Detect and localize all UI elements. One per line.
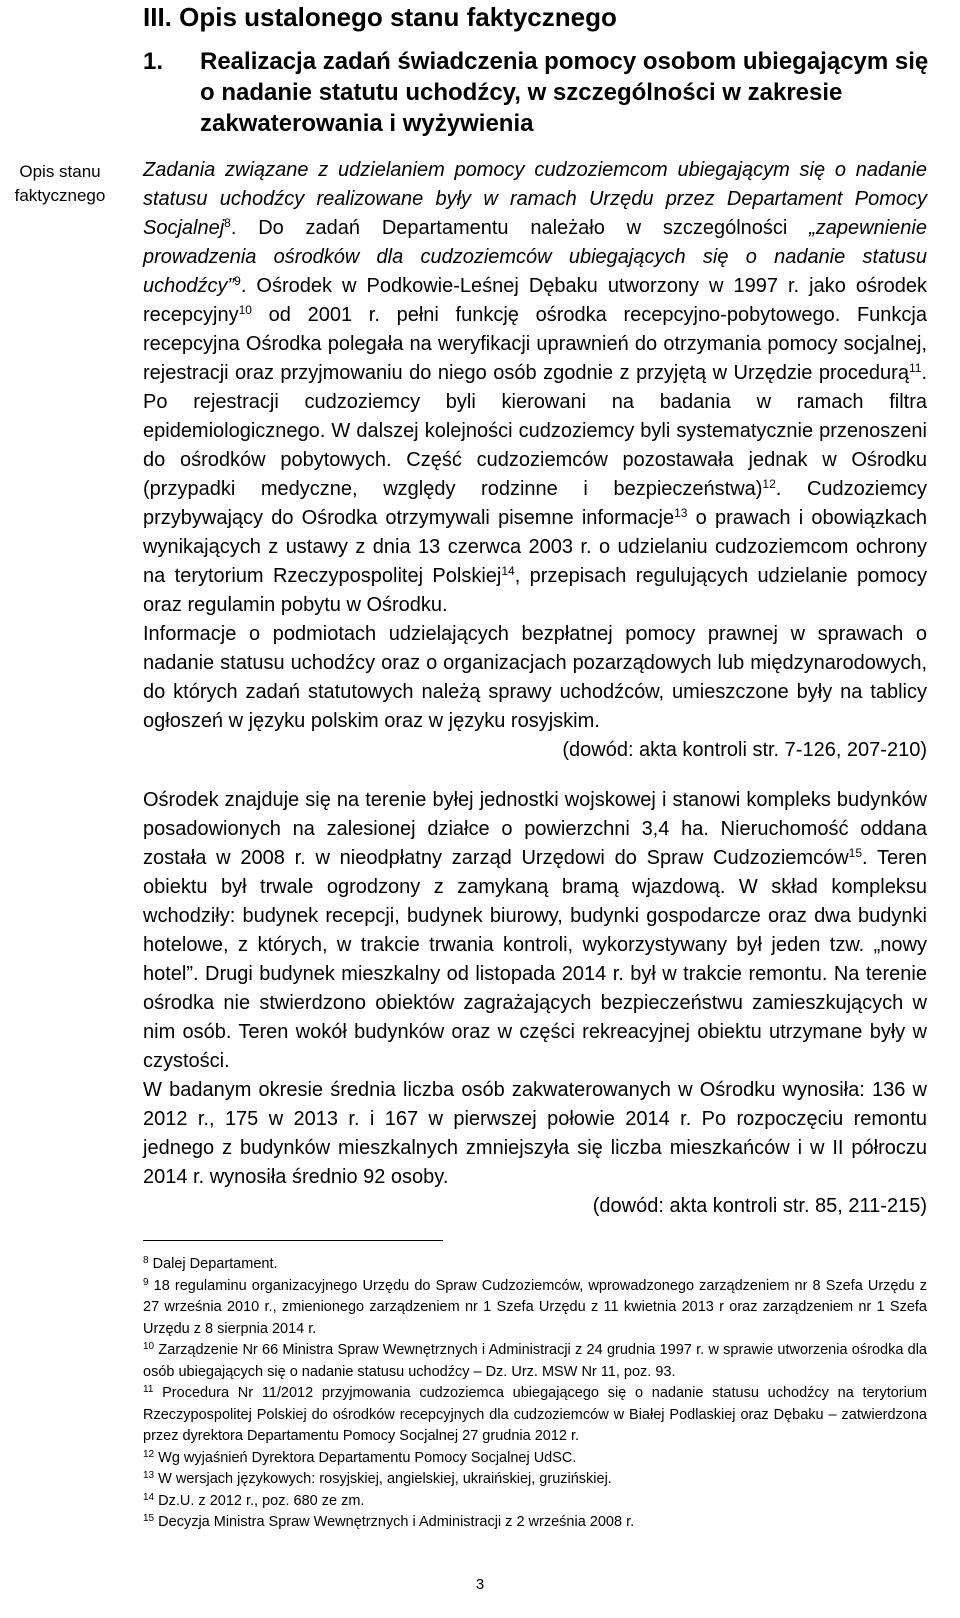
paragraph-1-text: od 2001 r. pełni funkcję ośrodka recepcyjno-pobytowego. Funkcja recepcyjna Ośrodka polegała na weryfikacji uprawnień do otrzymania pomocy socjalnej, rejestracji oraz przyjmowaniu do niego osób zgodnie z przyjętą w Urzędzie procedurą: [143, 304, 927, 384]
page-number: 3: [475, 1576, 485, 1593]
evidence-reference-2: (dowód: akta kontroli str. 85, 211-215): [592, 1195, 927, 1217]
footnote-ref-12: 12: [762, 477, 776, 491]
footnote: [143, 1491, 927, 1513]
paragraph-1-text: . Po rejestracji cudzoziemcy byli kierowani na badania w ramach filtra epidemiologicznego. W dalszej kolejności cudzoziemcy byli systematycznie przenoszeni do ośrodków pobytowych. Część cudzoziemców pozostawała jednak w Ośrodku (przypadki medyczne, względy rodzinne i bezpieczeństwa): [143, 362, 927, 500]
subsection-number: 1.: [143, 48, 164, 75]
paragraph-4: W badanym okresie średnia liczba osób zakwaterowanych w Ośrodku wynosiła: 136 w 2012 r., 175 w 2013 r. i 167 w pierwszej połowie 2014 r. Po rozpoczęciu remontu jednego z budynków mieszkalnych zmniejszyła się liczba mieszkańców i w II półroczu 2014 r. wynosiła średnio 92 osoby.: [143, 1079, 927, 1188]
section-heading: III. Opis ustalonego stanu faktycznego: [143, 2, 617, 32]
footnote-ref-9: 9: [234, 274, 241, 288]
footnote: [143, 1254, 927, 1276]
paragraph-3-text: . Teren obiektu był trwale ogrodzony z zamykaną bramą wjazdową. W skład kompleksu wchodziły: budynek recepcji, budynek biurowy, budynki gospodarcze oraz dwa budynki hotelowe, z których, w trakcie trwania kontroli, wykorzystywany był jeden tzw. „nowy hotel”. Drugi budynek mieszkalny od listopada 2014 r. był w trakcie remontu. Na terenie ośrodka nie stwierdzono obiektów zagrażających bezpieczeństwu zamieszkujących w nim osób. Teren wokół budynków oraz w części rekreacyjnej obiektu utrzymane były w czystości.: [143, 847, 927, 1072]
body-text: [143, 156, 927, 1221]
footnote-text: Dalej Departament.: [148, 1256, 278, 1272]
paragraph-1-text: o prawach i obowiązkach wynikających z ustawy z dnia 13 czerwca 2003 r. o udzielaniu cudzoziemcom ochrony na terytorium Rzeczypospolitej Polskiej: [143, 507, 927, 587]
footnote-number: 14: [143, 1491, 155, 1503]
paragraph-3-text: Ośrodek znajduje się na terenie byłej jednostki wojskowej i stanowi kompleks budynków posadowionych na zalesionej działce o powierzchni 3,4 ha. Nieruchomość oddana została w 2008 r. w nieodpłatny zarząd Urzędowi do Spraw Cudzoziemców: [143, 789, 927, 869]
footnote: [143, 1448, 927, 1470]
footnote: [143, 1469, 927, 1491]
paragraph-1-text: , przepisach regulujących udzielanie pomocy oraz regulamin pobytu w Ośrodku.: [143, 565, 927, 616]
footnote-number: 11: [143, 1384, 154, 1395]
paragraph-1-text: . Cudzoziemcy przybywający do Ośrodka otrzymywali pisemne informacje: [143, 478, 927, 529]
footnote: [143, 1512, 927, 1534]
paragraph-1-quote: „zapewnienie prowadzenia ośrodków dla cudzoziemców ubiegających się o nadanie statusu uchodźcy”: [143, 217, 927, 297]
footnote-ref-10: 10: [238, 303, 252, 317]
paragraph-1-intro: Zadania związane z udzielaniem pomocy cudzoziemcom ubiegającym się o nadanie statusu uchodźcy realizowane były w ramach Urzędu przez Departament Pomocy Socjalnej: [143, 159, 927, 239]
footnote-number: 13: [143, 1470, 155, 1481]
footnote-ref-11: 11: [908, 361, 922, 375]
footnote-ref-14: 14: [501, 564, 515, 578]
subsection-title: Realizacja zadań świadczenia pomocy osobom ubiegającym się o nadanie statutu uchodźcy, w szczególności w zakresie zakwaterowania i wyżywienia: [200, 48, 929, 137]
paragraph-1-text: . Do zadań Departamentu należało w szczególności: [230, 217, 810, 239]
margin-note: Opis stanu faktycznego: [14, 162, 106, 205]
footnote-text: 18 regulaminu organizacyjnego Urzędu do Spraw Cudzoziemców, wprowadzonego zarządzeniem nr 8 Szefa Urzędu z 27 września 2010 r., zmienionego zarządzeniem nr 1 Szefa Urzędu z 11 kwietnia 2013 r oraz zarządzeniem nr 1 Szefa Urzędu z 8 sierpnia 2014 r.: [143, 1277, 927, 1337]
paragraph-2: Informacje o podmiotach udzielających bezpłatnej pomocy prawnej w sprawach o nadanie statusu uchodźcy oraz o organizacjach pozarządowych lub międzynarodowych, do których zadań statutowych należą sprawy uchodźców, umieszczone były na tablicy ogłoszeń w języku polskim oraz w języku rosyjskim.: [143, 623, 927, 732]
footnote-number: 15: [143, 1513, 155, 1524]
paragraph-1: [143, 156, 927, 620]
footnote-text: Decyzja Ministra Spraw Wewnętrznych i Administracji z 2 września 2008 r.: [154, 1514, 635, 1530]
footnote-text: Zarządzenie Nr 66 Ministra Spraw Wewnętrznych i Administracji z 24 grudnia 1997 r. w sprawie utworzenia ośrodka dla osób ubiegających się o nadanie statusu uchodźcy – Dz. Urz. MSW Nr 11, poz. 93.: [143, 1342, 927, 1380]
footnote-text: Procedura Nr 11/2012 przyjmowania cudzoziemca ubiegającego się o nadanie statusu uchodźcy na terytorium Rzeczypospolitej Polskiej do ośrodków recepcyjnych dla cudzoziemców w Białej Podlaskiej oraz Dębaku – zatwierdzona przez dyrektora Departamentu Pomocy Socjalnej 27 grudnia 2012 r.: [143, 1385, 927, 1444]
paragraph-1-text: . Ośrodek w Podkowie-Leśnej Dębaku utworzony w 1997 r. jako ośrodek recepcyjny: [143, 275, 927, 326]
footnote-number: 9: [143, 1276, 149, 1288]
footnote: [143, 1340, 927, 1383]
subsection-heading: [143, 46, 933, 139]
footnote: [143, 1383, 927, 1448]
paragraph-3: [143, 786, 927, 1076]
footnote-number: 8: [143, 1255, 149, 1266]
footnote-number: 12: [143, 1448, 155, 1460]
footnotes: [143, 1254, 927, 1534]
evidence-reference-1: (dowód: akta kontroli str. 7-126, 207-210): [562, 739, 927, 761]
footnote-number: 10: [143, 1341, 155, 1352]
footnote-ref-15: 15: [848, 846, 863, 860]
footnote-separator: [143, 1240, 443, 1241]
footnote-text: Dz.U. z 2012 r., poz. 680 ze zm.: [154, 1492, 365, 1509]
footnote: [143, 1276, 927, 1341]
footnote-text: Wg wyjaśnień Dyrektora Departamentu Pomocy Socjalnej UdSC.: [154, 1449, 577, 1466]
footnote-text: W wersjach językowych: rosyjskiej, angielskiej, ukraińskiej, gruzińskiej.: [154, 1471, 612, 1487]
footnote-ref-13: 13: [674, 506, 688, 520]
footnote-ref-8: 8: [224, 216, 231, 230]
